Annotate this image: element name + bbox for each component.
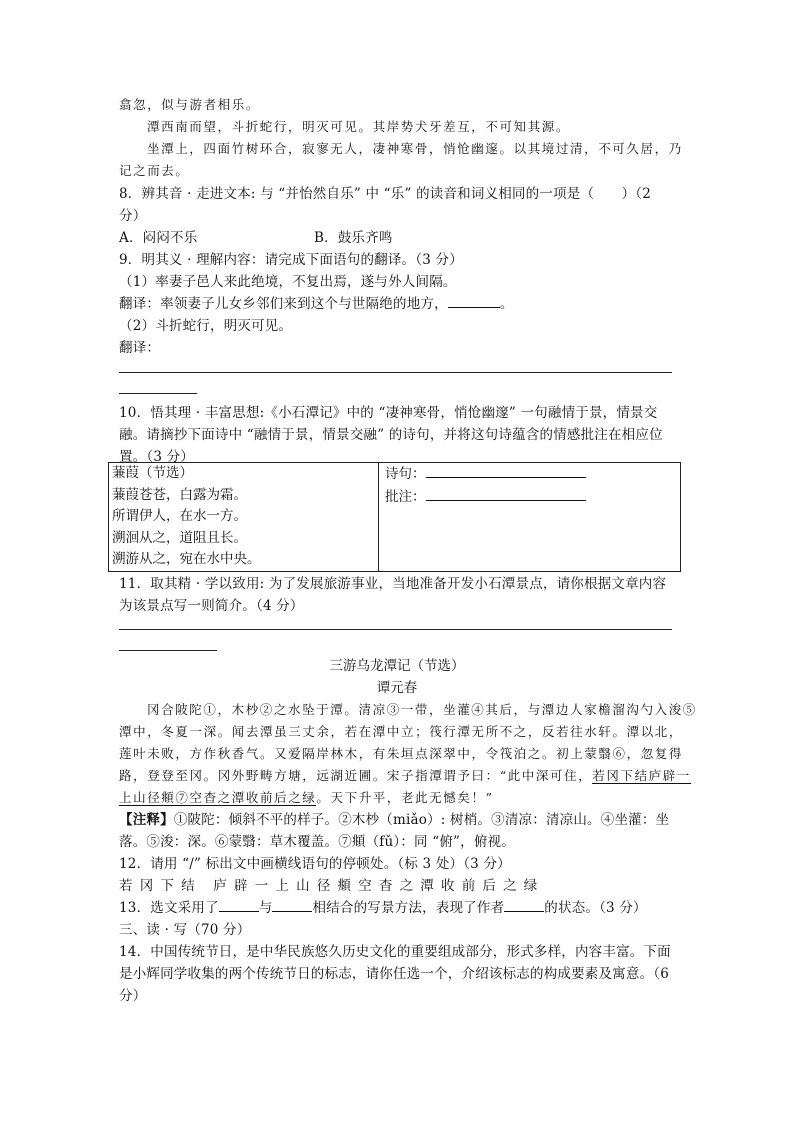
note-answer-blank[interactable] (426, 486, 586, 501)
answer-cell (379, 463, 681, 572)
q9-translation-2: 翻译： (119, 340, 161, 356)
q13-stem (119, 897, 647, 919)
q14-stem: 14．中国传统节日，是中华民族悠久历史文化的重要组成部分，形式多样，内容丰富。下面 (119, 944, 671, 960)
passage2-line: 冈合陂陀①，木杪②之水坠于潭。清凉③一带，坐灌④其后，与潭边人家檐溜沟勺入浚⑤ (147, 702, 697, 717)
q9-item-2: （2）斗折蛇行，明灭可见。 (119, 318, 293, 334)
note-label: 批注： (385, 488, 426, 505)
q13-text: 的状态。（3 分） (544, 900, 647, 916)
answer-blank[interactable] (504, 897, 544, 912)
q8-stem: 8．辨其音 · 走进文本: 与 “并怡然自乐” 中 “乐” 的读音和词义相同的一项是（ ）（2 (119, 186, 652, 202)
q10-stem-cont: 融。请摘抄下面诗中 “融情于景，情景交融” 的诗句，并将这句诗蕴含的情感批注在相应位 (119, 427, 663, 443)
passage2-author: 谭元春 (376, 680, 418, 696)
answer-line[interactable] (119, 372, 672, 373)
q10-stem: 10．悟其理 · 丰富思想:《小石潭记》中的 “凄神寒骨，悄怆幽邃” 一句融情于景，情景交 (119, 405, 658, 421)
passage2-line: 潭中，冬夏一深。闻去潭虽三丈余，若在潭中立；筏行潭无所不之，反若往水轩。潭以北， (119, 724, 684, 739)
q9-stem: 9．明其义 · 理解内容：请完成下面语句的翻译。（3 分） (119, 252, 463, 268)
passage2-text: 。天下升平，老此无憾矣！” (316, 790, 494, 805)
passage-line: 记之而去。 (119, 163, 190, 178)
note-answer-row (379, 486, 680, 509)
verse-label: 诗句： (385, 466, 426, 482)
poem-title: 蒹葭（节选） (112, 465, 193, 481)
underlined-sentence: 上山径頫⑦空杳之潭收前后之绿 (119, 790, 317, 805)
q9-translation-1-text: 翻译：率领妻子儿女乡邻们来到这个与世隔绝的地方， (119, 296, 448, 312)
passage-line: 坐潭上，四面竹树环合，寂寥无人，凄神寒骨，悄怆幽邃。以其境过清，不可久居，乃 (147, 141, 683, 156)
q9-item-1: （1）率妻子邑人来此绝境，不复出焉，遂与外人间隔。 (119, 274, 457, 290)
poem-cell (109, 463, 379, 572)
verse-answer-blank[interactable] (426, 463, 586, 478)
answer-blank[interactable] (272, 897, 312, 912)
passage-line: 翕忽，似与游者相乐。 (119, 97, 261, 112)
q10-stem-cont: 置。（3 分） (119, 449, 195, 465)
passage2-line: 莲叶未败，方作秋香气。又爱隔岸林木，有朱垣点深翠中，令筏泊之。初上蒙翳⑥，忽复得 (119, 746, 684, 761)
q12-sentence[interactable]: 若冈下结 庐辟一上山径頫空杳之潭收前后之绿 (119, 878, 545, 894)
poem-line: 溯洄从之，道阻且长。 (112, 529, 247, 546)
notes-line (119, 809, 669, 831)
passage2-text: 路，登登至冈。冈外野畴方塘，远湖近圃。宋子指潭谓予曰：“此中深可住， (119, 768, 593, 783)
answer-blank[interactable] (219, 897, 259, 912)
q8-stem-cont: 分） (119, 208, 147, 224)
poem-line: 所谓伊人，在水一方。 (112, 508, 247, 525)
poem-line: 蒹葭苍苍，白露为霜。 (112, 486, 247, 503)
q13-text: 13．选文采用了 (119, 900, 219, 916)
q11-stem: 11．取其精 · 学以致用: 为了发展旅游事业，当地准备开发小石潭景点，请你根据文章内容 (119, 576, 667, 592)
q11-stem-cont: 为该景点写一则简介。（4 分） (119, 598, 304, 614)
section-heading: 三、读 · 写（70 分） (119, 922, 251, 938)
notes-text: ①陂陀：倾斜不平的样子。②木杪（miǎo）: 树梢。③清凉：清凉山。④坐灌：坐 (173, 812, 670, 828)
q13-text: 与 (258, 900, 273, 916)
answer-line[interactable] (119, 393, 197, 394)
underlined-sentence: 若冈下结庐辟一 (592, 768, 691, 783)
q8-option-b: B．鼓乐齐鸣 (314, 230, 393, 246)
q13-text: 相结合的写景方法，表现了作者 (312, 900, 505, 916)
answer-line[interactable] (119, 650, 217, 651)
q12-stem: 12．请用 “/” 标出文中画横线语句的停顿处。（标 3 处）（3 分） (119, 856, 511, 872)
q8-option-a: A．闷闷不乐 (119, 230, 198, 246)
passage-line: 潭西南而望，斗折蛇行，明灭可见。其岸势犬牙差互，不可知其源。 (147, 119, 571, 134)
q14-stem-cont: 是小辉同学收集的两个传统节日的标志，请你任选一个，介绍该标志的构成要素及寓意。（6 (119, 966, 670, 982)
poem-line: 溯游从之，宛在水中央。 (112, 551, 261, 568)
passage2-line (119, 787, 494, 809)
verse-answer-row (379, 463, 680, 486)
q14-stem-cont: 分） (119, 988, 147, 1004)
notes-label: 【注释】 (119, 812, 174, 828)
notes-line: 落。⑤浚：深。⑥蒙翳：草木覆盖。⑦頫（fǔ）：同 “俯”，俯视。 (119, 834, 515, 850)
answer-blank[interactable] (448, 293, 500, 308)
passage2-title: 三游乌龙潭记（节选） (329, 658, 465, 674)
q9-translation-1 (119, 293, 514, 315)
poem-answer-table (108, 462, 681, 572)
answer-line[interactable] (119, 629, 672, 630)
passage2-line (119, 765, 691, 787)
q9-translation-1-end: 。 (499, 296, 514, 312)
